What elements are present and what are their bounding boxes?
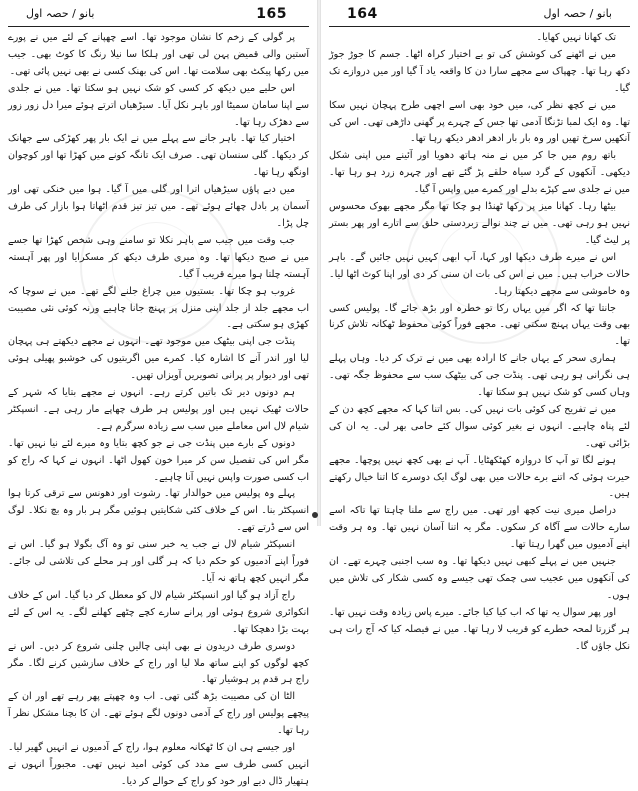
paragraph: راج آزاد ہو گیا اور انسپکٹر شیام لال کو معطل کر دیا گیا۔ اس کے خلاف انکوائری شروع ہوئی اور پرانے سارے کچے چٹھے کھلنے لگے۔ یہ اس کے لئے بہت بڑا دھچکا تھا۔	[8, 589, 309, 635]
paragraph: جب وقت میں جیب سے باہر نکلا تو سامنے وہی شخص کھڑا تھا جسے میں نے صبح دیکھا تھا۔ وہ میری طرف دیکھ کر مسکرایا اور پھر آہستہ آہستہ چلتا ہوا میرے قریب آ گیا۔	[8, 234, 309, 280]
paragraph: اس حلیے میں دیکھ کر کسی کو شک نہیں ہو سکتا تھا۔ میں نے جلدی سے اپنا سامان سمیٹا اور باہر نکل آیا۔ سیڑھیاں اترتے ہوئے میرا دل زور زور سے دھڑک رہا تھا۔	[8, 82, 309, 128]
paragraph: اختیار کیا تھا۔ باہر جانے سے پہلے میں نے ایک بار پھر کھڑکی سے جھانک کر دیکھا۔ گلی سنسان تھی۔ صرف ایک تانگہ کونے میں کھڑا تھا اور کوچوان اونگھ رہا تھا۔	[8, 133, 309, 179]
paragraph: پنڈت جی اپنی بیٹھک میں موجود تھے۔ انہوں نے مجھے دیکھتے ہی پہچان لیا اور اندر آنے کا اشارہ کیا۔ کمرے میں اگربتیوں کی خوشبو پھیلی ہوئی تھی اور دیوار پر پرانی تصویریں آویزاں تھیں۔	[8, 336, 309, 382]
page-number: 165	[256, 6, 287, 22]
running-head: بانو / حصہ اول	[26, 7, 95, 20]
paragraph: اس نے میرے طرف دیکھا اور کہا، آپ ابھی کہیں نہیں جائیں گے۔ باہر حالات خراب ہیں۔ میں نے اس کی بات ان سنی کر دی اور اپنا کوٹ اٹھا لیا۔ وہ خاموشی سے مجھے دیکھتا رہا۔	[329, 251, 630, 297]
paragraph: انسپکٹر شیام لال نے جب یہ خبر سنی تو وہ آگ بگولا ہو گیا۔ اس نے فوراً اپنے آدمیوں کو حکم دیا کہ ہر گلی اور ہر محلے کی تلاشی لی جائے۔ مگر انہیں کچھ ہاتھ نہ آیا۔	[8, 539, 309, 584]
paragraph: میں نے کچھ نظر کی، میں خود بھی اسے اچھی طرح پہچان نہیں سکا تھا۔ وہ ایک لمبا تڑنگا آدمی تھا جس کے چہرے پر گھنی داڑھی تھی۔ اس کی آنکھیں سرخ تھیں اور وہ بار بار ادھر ادھر دیکھ رہا تھا۔	[329, 99, 630, 145]
paragraph: میں دبے پاؤں سیڑھیاں اترا اور گلی میں آ گیا۔ ہوا میں خنکی تھی اور آسمان پر بادل چھائے ہوئے تھے۔ میں تیز تیز قدم اٹھاتا ہوا بازار کی طرف چل پڑا۔	[8, 184, 309, 229]
paragraph: باتھ روم میں جا کر میں نے منہ ہاتھ دھویا اور آئینے میں اپنی شکل دیکھی۔ آنکھوں کے گرد سیاہ حلقے پڑ گئے تھے اور چہرہ زرد ہو رہا تھا۔ میں نے جلدی سے کپڑے بدلے اور کمرے میں واپس آ گیا۔	[329, 150, 630, 196]
page-header	[329, 4, 630, 27]
paragraph: پہلے وہ پولیس میں حوالدار تھا۔ رشوت اور دھونس سے ترقی کرتا ہوا انسپکٹر بنا۔ اس کے خلاف کئی شکایتیں ہوئیں مگر ہر بار وہ بچ نکلا۔ لوگ اس سے ڈرتے تھے۔	[8, 488, 309, 534]
paragraph: میں نے تفریح کی کوئی بات نہیں کی۔ بس اتنا کہا کہ مجھے کچھ دن کے لئے پناہ چاہیے۔ انہوں نے بغیر کوئی سوال کئے حامی بھر لی۔ یہ ان کی بڑائی تھی۔	[329, 403, 630, 449]
paragraph: جنہیں میں نے پہلے کبھی نہیں دیکھا تھا۔ وہ سب اجنبی چہرے تھے۔ ان کی آنکھوں میں عجیب سی چمک تھی جیسے وہ کسی شکار کی تلاش میں ہوں۔	[329, 556, 630, 601]
binding-dot	[312, 512, 318, 518]
paragraph: پر گولی کے زخم کا نشان موجود تھا۔ اسے چھپانے کے لئے میں نے پورے آستین والی قمیض پہن لی تھی اور ہلکا سا نیلا رنگ کا کوٹ بھی۔ جیب میں رکھا پیکٹ بھی سلامت تھا۔ اس کی بھنک کسی نے بھی نہیں پائی تھی۔	[8, 32, 309, 77]
paragraph: غروب ہو چکا تھا۔ بستیوں میں چراغ جلنے لگے تھے۔ میں نے سوچا کہ اب مجھے جلد از جلد اپنی منزل پر پہنچ جانا چاہیے ورنہ کوئی نئی مصیبت کھڑی ہو سکتی ہے۔	[8, 285, 309, 331]
running-head: بانو / حصہ اول	[543, 7, 612, 20]
paragraph: دونوں کے بارے میں پنڈت جی نے جو کچھ بتایا وہ میرے لئے نیا نہیں تھا۔ مگر اس کی تفصیل سن کر میرا خون کھول اٹھا۔ انہوں نے کہا کہ راج کو اب کسی صورت واپس نہیں آنا چاہیے۔	[8, 437, 309, 483]
paragraph: اور پھر سوال یہ تھا کہ اب کیا کیا جائے۔ میرے پاس زیادہ وقت نہیں تھا۔ ہر گزرتا لمحہ خطرے کو قریب لا رہا تھا۔ میں نے فیصلہ کیا کہ آج رات ہی نکل جاؤں گا۔	[329, 606, 630, 652]
paragraph: دوسری طرف دریدون نے بھی اپنی چالیں چلنی شروع کر دیں۔ اس نے کچھ لوگوں کو اپنے ساتھ ملا لیا اور راج کے خلاف سازشیں کرنے لگا۔ مگر راج ہر قدم پر ہوشیار تھا۔	[8, 640, 309, 686]
left-page	[0, 0, 317, 787]
page-header	[8, 4, 309, 27]
paragraph: اور جیسے ہی ان کا ٹھکانہ معلوم ہوا، راج کے آدمیوں نے انہیں گھیر لیا۔ انہیں کسی طرف سے مدد کی کوئی امید نہیں تھی۔ مجبوراً انہوں نے ہتھیار ڈال دیے اور خود کو راج کے حوالے کر دیا۔	[8, 742, 309, 787]
paragraph: تک کھانا نہیں کھایا۔	[536, 32, 616, 43]
page-number: 164	[347, 6, 378, 22]
paragraph: دراصل میری نیت کچھ اور تھی۔ میں راج سے ملنا چاہتا تھا تاکہ اسے سارے حالات سے آگاہ کر سکوں۔ مگر یہ اتنا آسان نہیں تھا۔ وہ ہر وقت اپنے آدمیوں میں گھرا رہتا تھا۔	[329, 505, 630, 551]
paragraph: ہماری سحر کے یہاں جانے کا ارادہ بھی میں نے ترک کر دیا۔ وہاں پہلے ہی نگرانی ہو رہی تھی۔ پنڈت جی کی بیٹھک سب سے محفوظ جگہ تھی۔ وہاں کسی کو شک نہیں ہو سکتا تھا۔	[329, 353, 630, 399]
right-page	[321, 0, 638, 652]
paragraph: بیٹھا رہا۔ کھانا میز پر رکھا ٹھنڈا ہو چکا تھا مگر مجھے بھوک محسوس نہیں ہو رہی تھی۔ میں نے چند نوالے زبردستی حلق سے اتارے اور پھر بستر پر لیٹ گیا۔	[329, 201, 630, 246]
body-text	[8, 30, 309, 787]
paragraph: ہونے لگا تو آپ کا دروازہ کھٹکھٹایا۔ آپ نے بھی کچھ نہیں پوچھا۔ مجھے حیرت ہوئی کہ اتنے برے حالات میں بھی لوگ ایک دوسرے کا اتنا خیال رکھتے ہیں۔	[329, 454, 630, 500]
paragraph: الٹا ان کی مصیبت بڑھ گئی تھی۔ اب وہ چھپتے پھر رہے تھے اور ان کے پیچھے پولیس اور راج کے آدمی دونوں لگے ہوئے تھے۔ ان کا بچنا مشکل نظر آ رہا تھا۔	[8, 691, 309, 737]
paragraph: جانتا تھا کہ اگر میں یہاں رکا تو خطرہ اور بڑھ جائے گا۔ پولیس کسی بھی وقت یہاں پہنچ سکتی تھی۔ مجھے فوراً کوئی محفوظ ٹھکانہ تلاش کرنا تھا۔	[329, 302, 630, 348]
body-text	[329, 30, 630, 652]
paragraph: ہم دونوں دیر تک باتیں کرتے رہے۔ انہوں نے مجھے بتایا کہ شہر کے حالات ٹھیک نہیں ہیں اور پولیس ہر طرف چھاپے مار رہی ہے۔ انسپکٹر شیام لال اس معاملے میں سب سے زیادہ سرگرم ہے۔	[8, 387, 309, 432]
paragraph: میں نے اٹھنے کی کوشش کی تو بے اختیار کراہ اٹھا۔ جسم کا جوڑ جوڑ دکھ رہا تھا۔ چھپاک سے مجھے سارا دن کا واقعہ یاد آ گیا اور میں دروازے تک گیا۔	[329, 48, 630, 94]
